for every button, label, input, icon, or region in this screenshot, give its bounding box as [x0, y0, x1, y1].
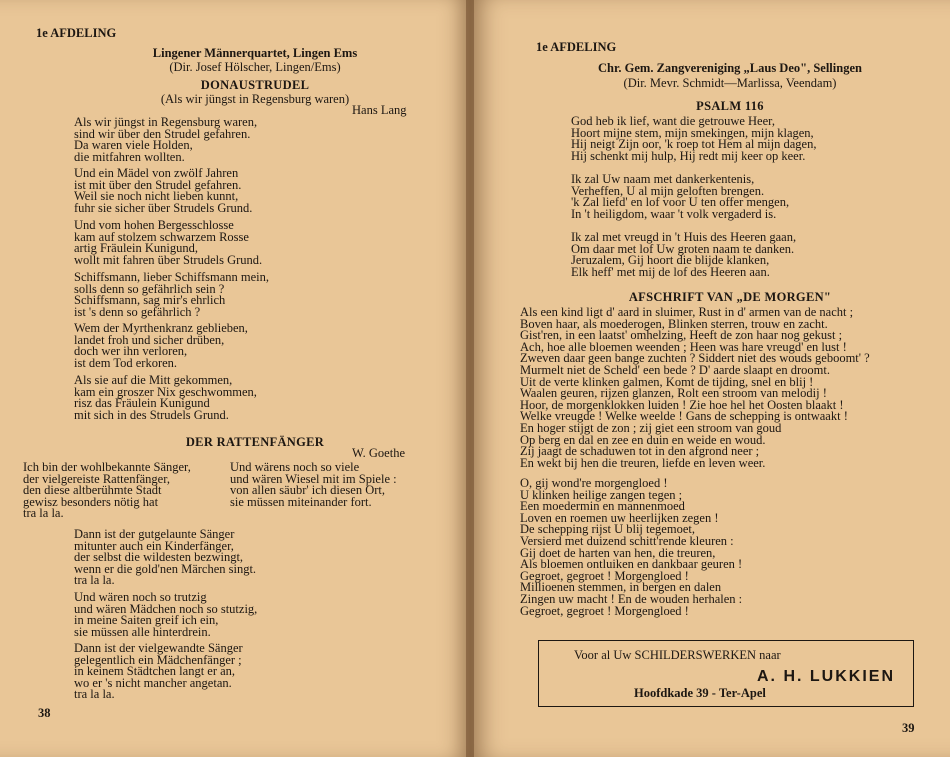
left-director: (Dir. Josef Hölscher, Lingen/Ems)	[169, 60, 341, 74]
de-morgen-title: AFSCHRIFT VAN „DE MORGEN"	[628, 290, 832, 304]
right-choir-name: Chr. Gem. Zangvereniging „Laus Deo", Sellingen	[598, 61, 862, 75]
ad-tagline: Voor al Uw SCHILDERSWERKEN naar	[574, 648, 781, 662]
advertisement-box	[538, 640, 914, 707]
rattenfaenger-stanza-4: Dann ist der vielgewandte Sänger gelegentlich ein Mädchenfänger ; in keinem Städtchen langt er an, wo er 's nicht mancher angetan. tra la la.	[74, 641, 243, 702]
de-morgen-stanza-1: Als een kind ligt d' aard in sluimer, Rust in d' armen van de nacht ; Boven haar, als moederogen, Blinken sterren, trouw en zacht. Gist'ren, in een laatst' omhelzing, Heeft de zon haar nog gekust ; Ach, hoe alle bloemen weenden ; Heen was hare vreugd' en lust ! Zweven daar geen bange zuchten ? Siddert niet des wouds geboomt' ? Murmelt niet de Scheld' een bede ? D' aarde slaapt en droomt. Uit de verte klinken galmen, Komt de tijding, snel en blij ! Waalen geuren, rijzen glanzen, Rolt een stroom van melodij ! Hoor, de morgenklokken luiden ! Zie hoe hel het Oosten blaakt ! Welke vreugde ! Welke weelde ! Gans de schepping is ontwaakt ! En hoger stijgt de zon ; zij giet een stroom van goud Op berg en dal en zee en duin en weide en woud. Zij jaagt de schaduwen tot in den afgrond neer ; En wekt bij hen die treuren, liefde en leven weer.	[520, 305, 870, 470]
psalm-title: PSALM 116	[696, 99, 764, 113]
right-page-number: 39	[902, 721, 915, 735]
rattenfaenger-author: W. Goethe	[352, 446, 405, 460]
ad-company-name: A. H. LUKKIEN	[757, 668, 895, 685]
right-section-heading: 1e AFDELING	[536, 40, 617, 54]
left-choir-name: Lingener Männerquartet, Lingen Ems	[152, 46, 358, 60]
left-section-heading: 1e AFDELING	[36, 26, 117, 40]
rattenfaenger-stanza-3: Und wären noch so trutzig und wären Mädchen noch so stutzig, in meine Saiten greif ich ein, sie müssen alle hinterdrein.	[74, 590, 258, 639]
rattenfaenger-title: DER RATTENFÄNGER	[185, 435, 325, 449]
donaustrudel-title: DONAUSTRUDEL	[200, 78, 310, 92]
de-morgen-stanza-2: O, gij wond're morgengloed ! U klinken heilige zangen tegen ; Een moedermin en mannenmoed Loven en roemen uw heerlijken zegen ! De schepping rijst U blij tegemoet, Versierd met duizend schitt'rende kleuren : Gij doet de harten van hen, die treuren, Als bloemen ontluiken en dankbaar geuren ! Gegroet, gegroet ! Morgengloed ! Millioenen stemmen, in bergen en dalen Zingen uw macht ! En de wouden herhalen : Gegroet, gegroet ! Morgengloed !	[520, 476, 743, 618]
donaustrudel-stanza-6: Als sie auf die Mitt gekommen, kam ein groszer Nix geschwommen, risz das Fräulein Kunigund mit sich in des Strudels Grund.	[74, 373, 257, 422]
donaustrudel-author: Hans Lang	[352, 103, 407, 117]
donaustrudel-stanza-4: Schiffsmann, lieber Schiffsmann mein, solls denn so gefährlich sein ? Schiffsmann, sag mir's ehrlich ist 's denn so gefährlich ?	[74, 270, 269, 319]
book-gutter	[466, 0, 474, 757]
rattenfaenger-stanza-1-right: Und wärens noch so viele und wären Wiesel mit im Spiele : von allen säubr' ich diesen Ort, sie müssen miteinander fort.	[230, 460, 397, 509]
donaustrudel-stanza-3: Und vom hohen Bergesschlosse kam auf stolzem schwarzem Rosse artig Fräulein Kunigund, wollt mit fahren über Strudels Grund.	[74, 218, 263, 267]
donaustrudel-stanza-2: Und ein Mädel von zwölf Jahren ist mit über den Strudel gefahren. Weil sie noch nicht lieben kunnt, fuhr sie sicher über Strudels Grund.	[74, 166, 253, 215]
donaustrudel-stanza-1: Als wir jüngst in Regensburg waren, sind wir über den Strudel gefahren. Da waren viele Holden, die mitfahren wollten.	[74, 115, 258, 164]
ad-address: Hoofdkade 39 - Ter-Apel	[634, 686, 766, 700]
psalm-stanza-1: God heb ik lief, want die getrouwe Heer, Hoort mijne stem, mijn smekingen, mijn klagen, Hij neigt Zijn oor, 'k roep tot Hem al mijn dagen, Hij schenkt mij hulp, Hij redt mij keer op keer.	[571, 114, 817, 163]
rattenfaenger-stanza-1-left: Ich bin der wohlbekannte Sänger, der vielgereiste Rattenfänger, den diese altberühmte Stadt gewisz besonders nötig hat tra la la.	[23, 460, 191, 521]
psalm-stanza-2: Ik zal Uw naam met dankerkentenis, Verheffen, U al mijn geloften brengen. 'k Zal liefd' en lof voor U ten offer mengen, In 't heiligdom, waar 't volk vergaderd is.	[571, 172, 790, 221]
rattenfaenger-stanza-2: Dann ist der gutgelaunte Sänger mitunter auch ein Kinderfänger, der selbst die wildesten bezwingt, wenn er die gold'nen Märchen singt. tra la la.	[74, 527, 257, 588]
donaustrudel-subtitle: (Als wir jüngst in Regensburg waren)	[160, 92, 350, 106]
right-director: (Dir. Mevr. Schmidt—Marlissa, Veendam)	[623, 76, 837, 90]
donaustrudel-stanza-5: Wem der Myrthenkranz geblieben, landet froh und sicher drüben, doch wer ihn verloren, ist dem Tod erkoren.	[74, 321, 248, 370]
psalm-stanza-3: Ik zal met vreugd in 't Huis des Heeren gaan, Om daar met lof Uw groten naam te danken. Jeruzalem, Gij hoort die blijde klanken, Elk heff' met mij de lof des Heeren aan.	[571, 230, 797, 279]
left-page-number: 38	[38, 706, 51, 720]
